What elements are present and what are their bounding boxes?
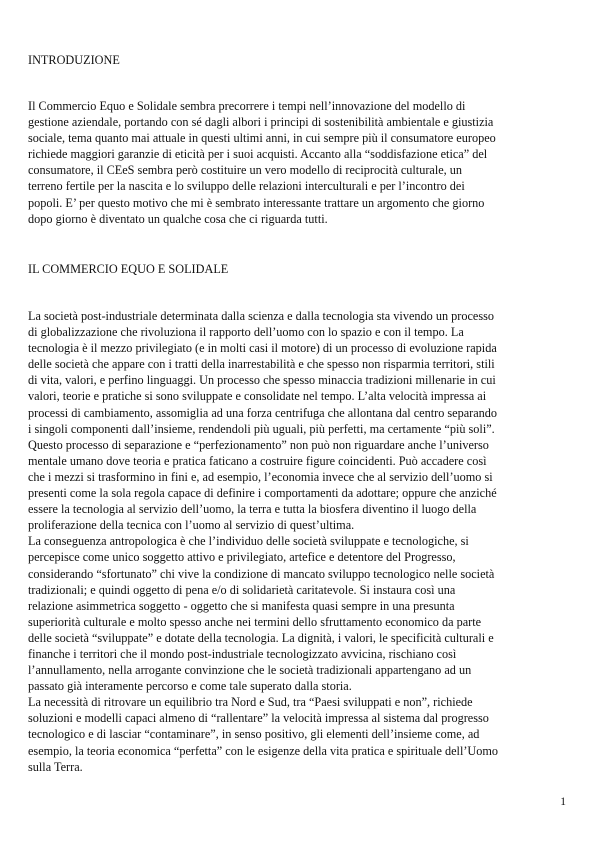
intro-paragraph: Il Commercio Equo e Solidale sembra precorrere i tempi nell’innovazione del modello di gestione aziendale, portando con sé dagli albori i principi di sostenibilità ambientale e giustizia sociale, tema quanto mai attuale in questi ultimi anni, in cui sempre più il consumatore europeo richiede maggiori garanzie di eticità per i suoi acquisti. Accanto alla “soddisfazione etica” del consumatore, il CEeS sembra però costituire un vero modello di reciprocità culturale, un terreno fertile per la nascita e lo sviluppo delle relazioni interculturali e per l’incontro dei popoli. E’ per questo motivo che mi è sembrato interessante trattare un argomento che giorno dopo giorno è diventato un qualche cosa che ci riguarda tutti.: [28, 99, 496, 226]
section-paragraph: La società post-industriale determinata dalla scienza e dalla tecnologia sta vivendo un processo di globalizzazione che rivoluziona il rapporto dell’uomo con lo spazio e con il tempo. La tecnologia è il mezzo privilegiato (e in molti casi il motore) di un processo di evoluzione rapida delle società che appare con i tratti della inarrestabilità e che spesso non risparmia territori, stili di vita, valori, e perfino linguaggi. Un processo che spesso minaccia tradizioni millenarie in cui valori, teorie e pratiche si sono sviluppate e consolidate nel tempo. L’alta velocità impressa ai processi di cambiamento, assomiglia ad una forza centrifuga che allontana dal centro separando i singoli componenti dall’insieme, rendendoli più uguali, più perfetti, ma certamente “più soli”. Questo processo di separazione e “perfezionamento” non può non riguardare anche l’universo mentale umano dove teoria e pratica faticano a costruire figure coincidenti. Può accadere così che i mezzi si trasformino in fini e, ad esempio, l’economia invece che al servizio dell’uomo si presenti come la sola regola capace di definire i comportamenti da adottare; oppure che anziché essere la tecnologia al servizio dell’uomo, la terra e tutta la biosfera diventino il luogo della proliferazione della tecnica con l’uomo al servizio di quest’ultima. La conseguenza antropologica è che l’individuo delle società sviluppate e tecnologiche, si percepisce come unico soggetto attivo e privilegiato, artefice e detentore del Progresso, considerando “sfortunato” chi vive la condizione di mancato sviluppo tecnologico nelle società tradizionali; e quindi oggetto di pena e/o di solidarietà caritatevole. Si instaura così una relazione asimmetrica soggetto - oggetto che si manifesta quasi sempre in una presunta superiorità culturale e molto spesso anche nei termini dello sfruttamento economico da parte delle società “sviluppate” e dotate della tecnologia. La dignità, i valori, le specificità culturali e finanche i territori che il mondo post-industriale tecnologizzato avvicina, rischiano così l’annullamento, nella arrogante convinzione che le società tradizionali appartengano ad un passato già interamente percorso e come tale superato dalla storia. La necessità di ritrovare un equilibrio tra Nord e Sud, tra “Paesi sviluppati e non”, richiede soluzioni e modelli capaci almeno di “rallentare” la velocità impressa al sistema dal progresso tecnologico e di lasciar “contaminare”, in senso positivo, gli elementi dell’insieme come, ad esempio, la teoria economica “perfetta” con le esigenze della vita pratica e spirituale dell’Uomo sulla Terra.: [28, 309, 499, 774]
section-heading: IL COMMERCIO EQUO E SOLIDALE: [28, 262, 229, 276]
page-number: 1: [560, 796, 566, 808]
intro-heading: INTRODUZIONE: [28, 53, 120, 67]
